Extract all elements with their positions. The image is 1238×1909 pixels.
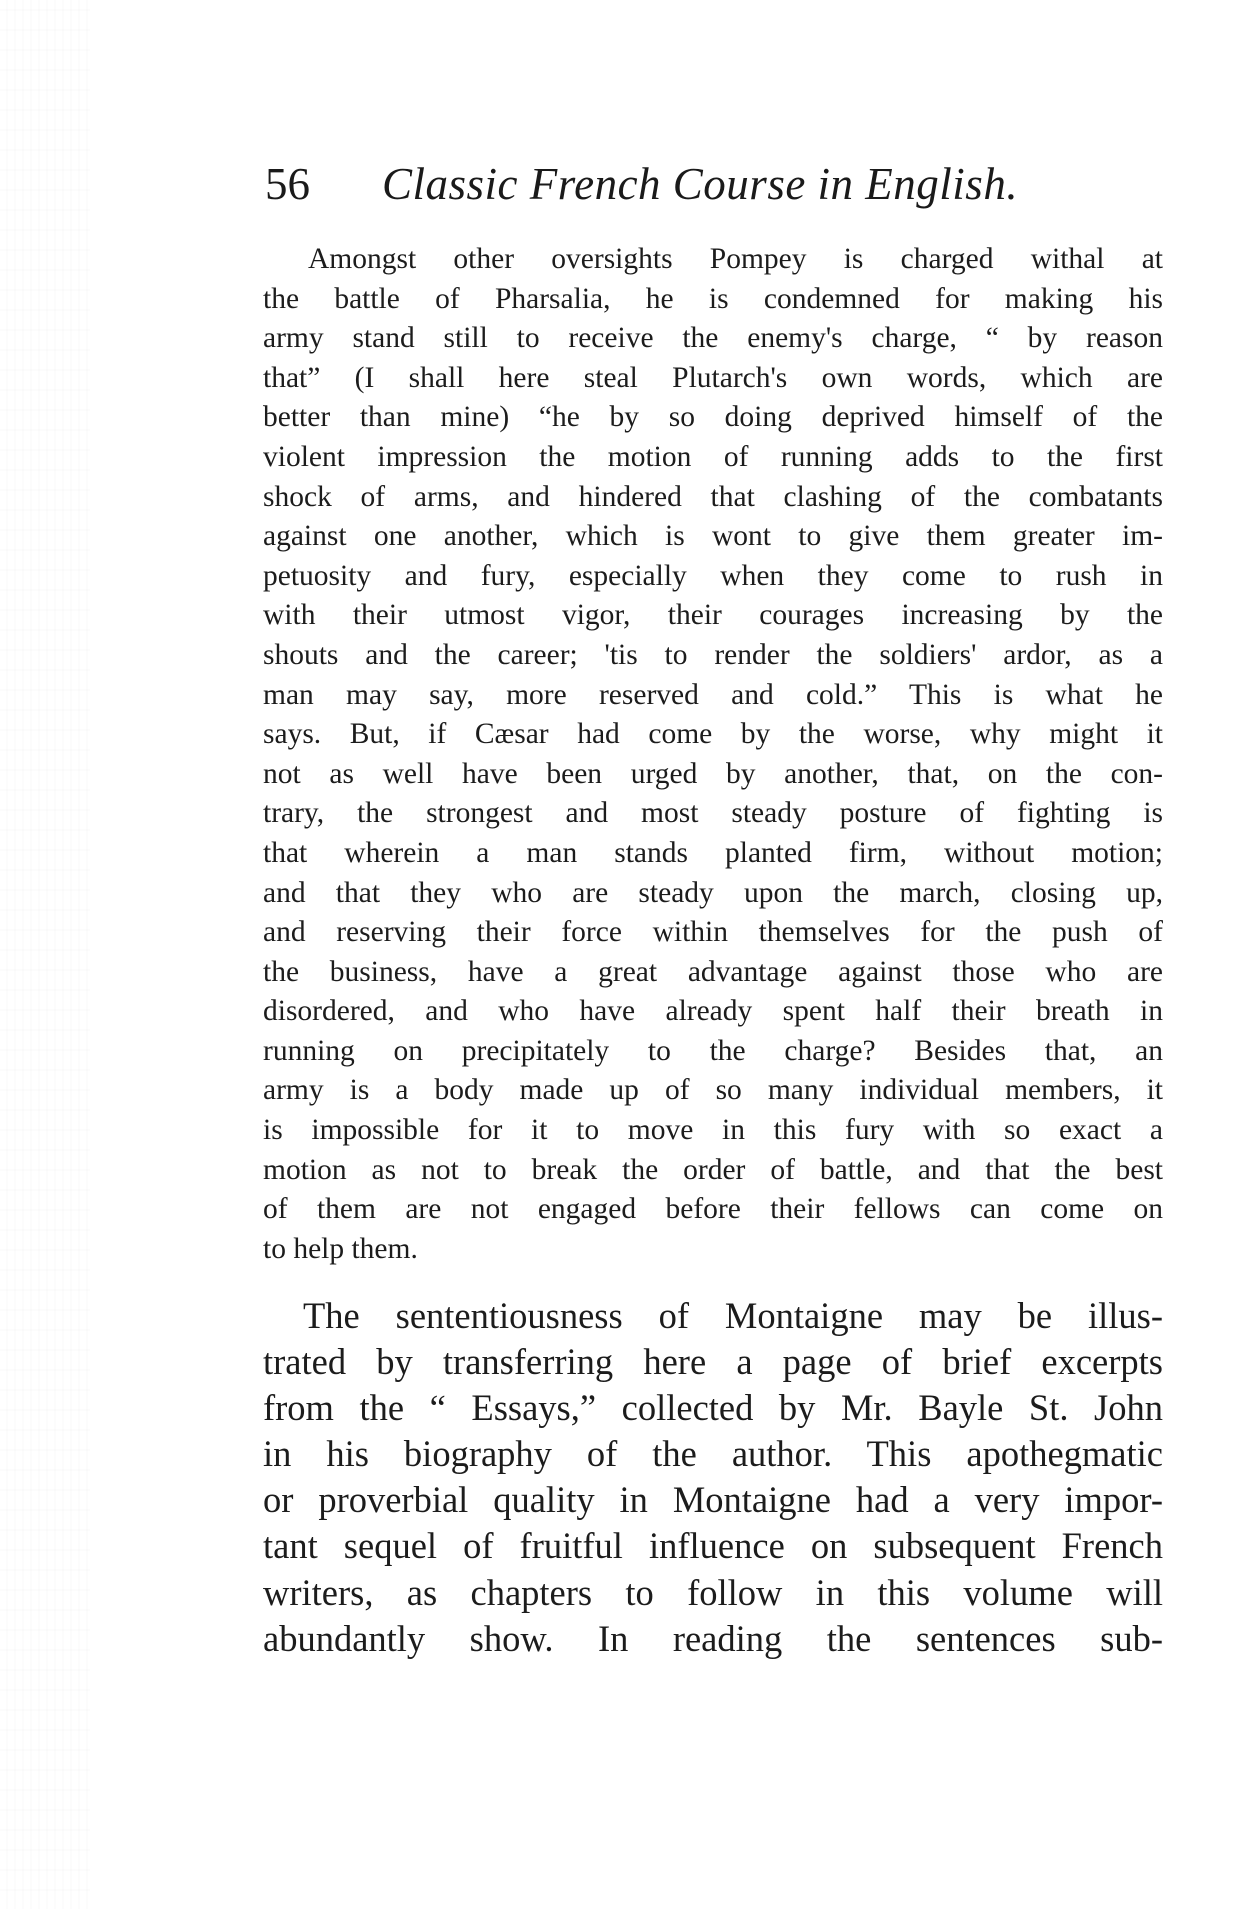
text-line: the battle of Pharsalia, he is condemned for making his (263, 282, 1163, 315)
text-line: army stand still to receive the enemy's charge, “ by reason (263, 322, 1163, 355)
text-line: from the “ Essays,” collected by Mr. Bayle St. John (263, 1387, 1163, 1429)
text-line: is impossible for it to move in this fury with so exact a (263, 1114, 1163, 1147)
text-line: and that they who are steady upon the march, closing up, (263, 876, 1163, 909)
binding-gutter (0, 0, 90, 1909)
text-line: better than mine) “he by so doing deprived himself of the (263, 401, 1163, 434)
text-line: running on precipitately to the charge? Besides that, an (263, 1034, 1163, 1067)
text-line: trary, the strongest and most steady posture of fighting is (263, 797, 1163, 830)
text-line: not as well have been urged by another, that, on the con- (263, 757, 1163, 790)
page-header (265, 158, 1165, 218)
text-line: or proverbial quality in Montaigne had a very impor- (263, 1479, 1163, 1521)
text-line: The sententiousness of Montaigne may be illus- (303, 1295, 1163, 1336)
text-line: says. But, if Cæsar had come by the worse, why might it (263, 718, 1163, 751)
text-line: that” (I shall here steal Plutarch's own words, which are (263, 361, 1163, 394)
text-line: with their utmost vigor, their courages increasing by the (263, 599, 1163, 632)
text-line: shock of arms, and hindered that clashing of the combatants (263, 480, 1163, 513)
text-line: army is a body made up of so many individual members, it (263, 1074, 1163, 1107)
quoted-passage (263, 240, 1163, 1269)
text-line: to help them. (263, 1232, 418, 1265)
text-line: that wherein a man stands planted firm, without motion; (263, 836, 1163, 869)
text-line: petuosity and fury, especially when they come to rush in (263, 559, 1163, 592)
text-line: shouts and the career; 'tis to render the soldiers' ardor, as a (263, 638, 1163, 671)
text-line: the business, have a great advantage against those who are (263, 955, 1163, 988)
text-line: against one another, which is wont to give them greater im- (263, 520, 1163, 553)
text-line: violent impression the motion of running adds to the first (263, 440, 1163, 473)
text-line: tant sequel of fruitful influence on subsequent French (263, 1525, 1163, 1567)
running-title: Classic French Course in English. (382, 159, 1019, 209)
text-line: motion as not to break the order of battle, and that the best (263, 1153, 1163, 1186)
body-paragraph (263, 1293, 1163, 1662)
text-line: disordered, and who have already spent half their breath in (263, 995, 1163, 1028)
text-line: man may say, more reserved and cold.” This is what he (263, 678, 1163, 711)
text-line: Amongst other oversights Pompey is charged withal at (308, 243, 1163, 275)
text-line: abundantly show. In reading the sentences sub- (263, 1617, 1163, 1659)
text-line: and reserving their force within themselves for the push of (263, 916, 1163, 949)
text-line: of them are not engaged before their fellows can come on (263, 1193, 1163, 1226)
text-line: in his biography of the author. This apothegmatic (263, 1433, 1163, 1475)
text-line: writers, as chapters to follow in this volume will (263, 1571, 1163, 1613)
text-line: trated by transferring here a page of brief excerpts (263, 1341, 1163, 1383)
page-number: 56 (265, 159, 310, 209)
